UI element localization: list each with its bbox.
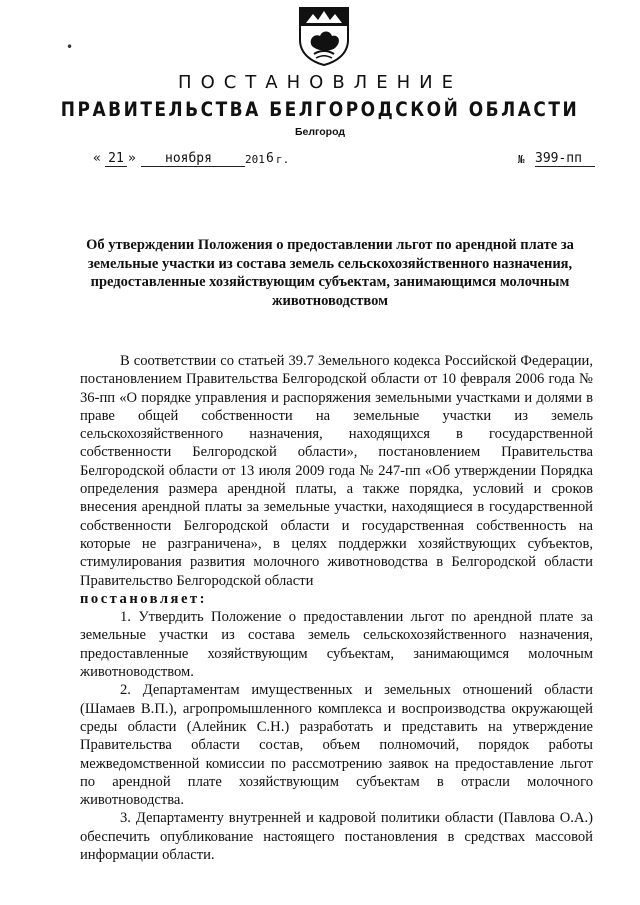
date-day: 21 — [105, 151, 127, 167]
document-title: Об утверждении Положения о предоставлении льгот по арендной плате за земельные участки из состава земель сельскохозяйственного назначения, предоставленные хозяйствующим субъектам, занимающимся молочным животноводством — [86, 237, 574, 309]
date-close-quote: » — [128, 151, 136, 166]
city-name: Белгород — [294, 126, 346, 138]
date-number-line — [93, 151, 613, 171]
item-2: 2. Департаментам имущественных и земельных отношений области (Шамаев В.П.), агропромышленного комплекса и воспроизводства окружающей среды области (Алейник С.Н.) разработать и представить на утверждение Правительства области состав, объем полномочий, порядок работы межведомственной комиссии по рассмотрению заявок на предоставление льгот по арендной плате хозяйствующим субъектам в отрасли молочного животноводства. — [80, 682, 593, 809]
resolution-word: постановляет: — [80, 590, 207, 607]
preamble-paragraph: В соответствии со статьей 39.7 Земельного кодекса Российской Федерации, постановлением Правительства Белгородской области от 10 февраля 2006 года № 36-пп «О порядке управления и распоряжения земельными участками и долями в праве общей собственности на земельные участки из земель сельскохозяйственного назначения, находящихся в государственной собственности Белгородской области», постановлением Правительства Белгородской области от 13 июля 2009 года № 247-пп «Об утверждении Порядка определения размера арендной платы, а также порядка, условий и сроков внесения арендной платы за земельные участки, находящиеся в государственной собственности Белгородской области и государственная собственность на которые не разграничена», в целях поддержки хозяйствующих субъектов, стимулирования развития молочного животноводства в Белгородской области Правительство Белгородской области — [80, 353, 593, 589]
date-year-digit: 6 — [266, 151, 274, 166]
document-type: ПОСТАНОВЛЕНИЕ — [178, 72, 462, 93]
date-year-suffix: г. — [276, 153, 290, 166]
date-open-quote: « — [93, 151, 101, 166]
scan-speck: • — [66, 40, 74, 54]
number-label: № — [518, 153, 525, 166]
document-number: 399-пп — [535, 151, 595, 167]
item-3: 3. Департаменту внутренней и кадровой политики области (Павлова О.А.) обеспечить опубликование настоящего постановления в средствах массовой информации области. — [80, 810, 593, 864]
document-body — [80, 352, 593, 864]
issuer-title: ПРАВИТЕЛЬСТВА БЕЛГОРОДСКОЙ ОБЛАСТИ — [60, 98, 580, 122]
date-month: ноября — [141, 151, 245, 167]
item-1: 1. Утвердить Положение о предоставлении льгот по арендной плате за земельные участки из состава земель сельскохозяйственного назначения, предоставленные хозяйствующим субъектам, занимающимся молочным животноводством. — [80, 609, 593, 681]
coat-of-arms-icon — [298, 6, 350, 66]
date-year-prefix: 201 — [245, 153, 265, 166]
